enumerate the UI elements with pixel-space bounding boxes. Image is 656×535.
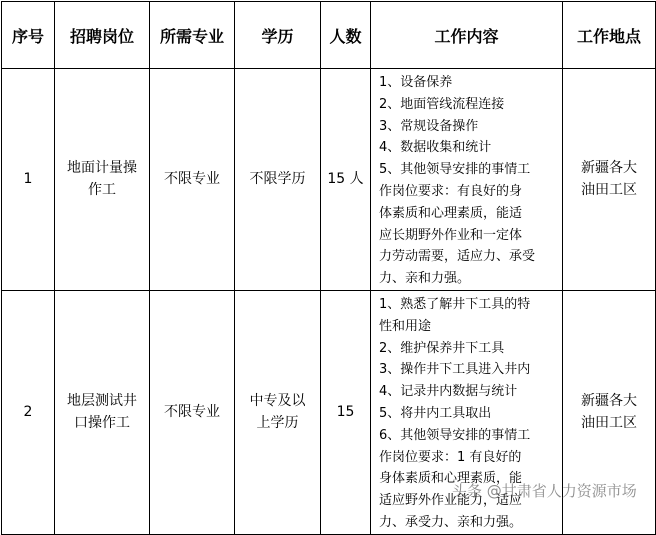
content-line: 作岗位要求：1 有良好的 xyxy=(379,449,522,465)
content-line: 5、其他领导安排的事情工 xyxy=(379,162,531,178)
content-line: 适应野外作业能力，适应 xyxy=(379,493,523,509)
header-content: 工作内容 xyxy=(371,2,563,69)
cell-education: 不限学历 xyxy=(235,69,321,291)
cell-content xyxy=(371,69,563,291)
content-line: 2、地面管线流程连接 xyxy=(379,96,505,112)
header-location: 工作地点 xyxy=(563,2,656,69)
cell-location: 新疆各大油田工区 xyxy=(563,69,656,291)
header-count: 人数 xyxy=(321,2,371,69)
cell-post: 地面计量操作工 xyxy=(55,69,150,291)
content-line: 性和用途 xyxy=(379,318,432,334)
header-education: 学历 xyxy=(235,2,321,69)
recruitment-table xyxy=(1,1,656,535)
content-line: 3、操作井下工具进入井内 xyxy=(379,362,531,378)
content-line: 2、维护保养井下工具 xyxy=(379,340,505,356)
table-row xyxy=(2,69,656,291)
header-row xyxy=(2,2,656,69)
cell-count: 15 xyxy=(321,290,371,534)
cell-education: 中专及以上学历 xyxy=(235,290,321,534)
content-line: 5、将井内工具取出 xyxy=(379,405,492,421)
header-post: 招聘岗位 xyxy=(55,2,150,69)
content-line: 6、其他领导安排的事情工 xyxy=(379,427,531,443)
watermark-text: 头条 @甘肃省人力资源市场 xyxy=(452,482,637,500)
cell-major: 不限专业 xyxy=(150,290,235,534)
cell-no: 1 xyxy=(2,69,55,291)
content-line: 力劳动需要，适应力、承受 xyxy=(379,249,536,265)
content-line: 1、熟悉了解井下工具的特 xyxy=(379,296,531,312)
content-line: 作岗位要求：有良好的身 xyxy=(379,183,523,199)
content-line: 力、承受力、亲和力强。 xyxy=(379,514,523,530)
watermark xyxy=(452,480,637,501)
content-line: 身体素质和心理素质，能 xyxy=(379,471,523,487)
content-line: 体素质和心理素质，能适 xyxy=(379,205,523,221)
cell-count: 15 人 xyxy=(321,69,371,291)
content-line: 4、记录井内数据与统计 xyxy=(379,384,518,400)
header-no: 序号 xyxy=(2,2,55,69)
cell-location: 新疆各大油田工区 xyxy=(563,290,656,534)
content-line: 应长期野外作业和一定体 xyxy=(379,227,523,243)
cell-no: 2 xyxy=(2,290,55,534)
content-line: 力、亲和力强。 xyxy=(379,271,471,287)
header-major: 所需专业 xyxy=(150,2,235,69)
content-line: 1、设备保养 xyxy=(379,75,453,90)
cell-major: 不限专业 xyxy=(150,69,235,291)
content-line: 3、常规设备操作 xyxy=(379,118,479,134)
cell-post: 地层测试井口操作工 xyxy=(55,290,150,534)
content-line: 4、数据收集和统计 xyxy=(379,140,492,156)
